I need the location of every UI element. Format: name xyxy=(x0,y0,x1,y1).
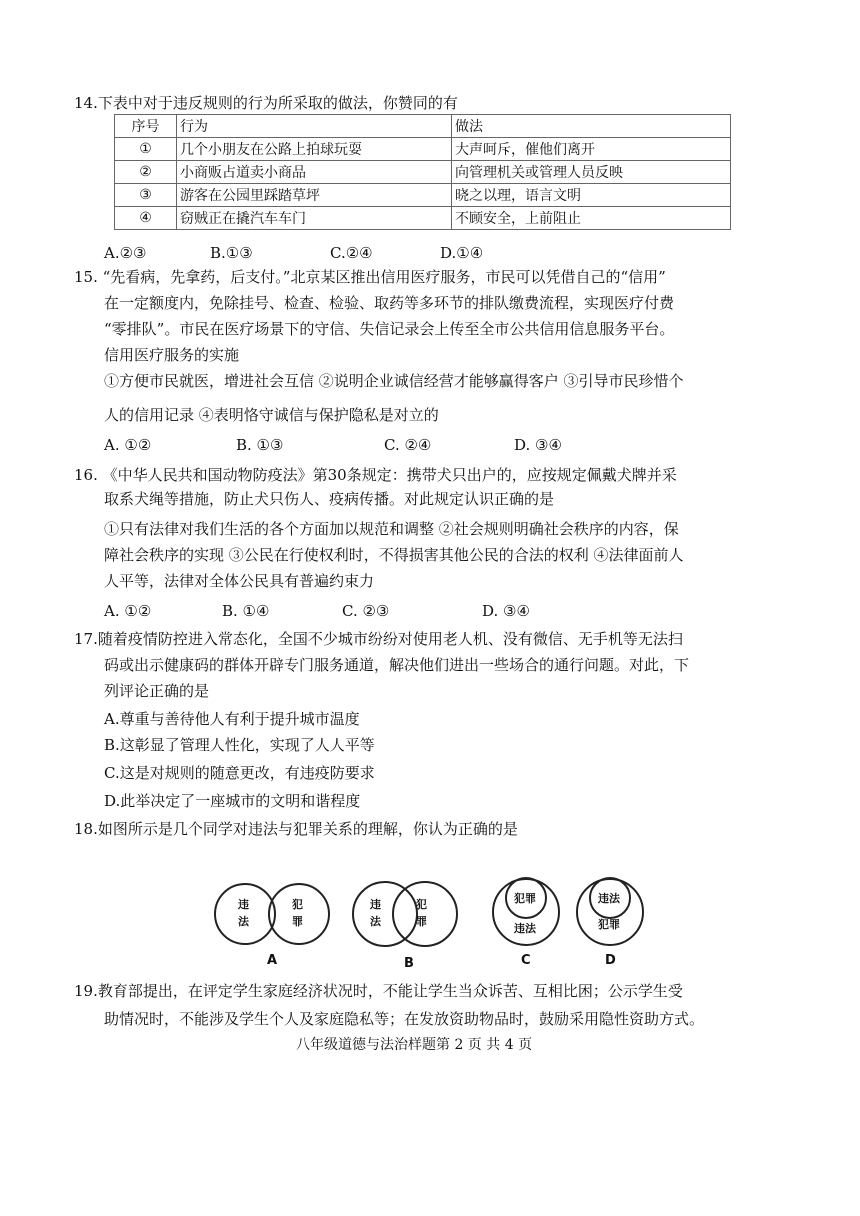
q14-stem: 14.下表中对于违反规则的行为所采取的做法，你赞同的有 xyxy=(74,94,458,112)
option-b[interactable]: B. ①③ xyxy=(236,436,284,454)
q16-line: 障社会秩序的实现 ③公民在行使权利时，不得损害其他公民的合法的权利 ④法律面前人 xyxy=(104,546,684,564)
q14-options xyxy=(104,242,483,264)
q16-options xyxy=(104,600,530,622)
table-row xyxy=(115,184,731,207)
row-behavior: 小商贩占道卖小商品 xyxy=(177,161,452,184)
diagram-d-letter: D xyxy=(605,953,616,968)
diagram-a-right-circle xyxy=(269,884,329,944)
row-behavior: 游客在公园里踩踏草坪 xyxy=(177,184,452,207)
diagram-a-letter: A xyxy=(267,953,278,968)
diagram-a-left-label-2: 法 xyxy=(238,915,249,928)
diagram-c-outer-circle xyxy=(493,879,559,945)
row-action: 不顾安全，上前阻止 xyxy=(452,207,731,230)
option-c[interactable]: C.这是对规则的随意更改，有违疫防要求 xyxy=(104,764,375,782)
q16-line: 16. 《中华人民共和国动物防疫法》第30条规定：携带犬只出户的，应按规定佩戴犬牌并采 xyxy=(74,466,677,484)
row-index: ② xyxy=(115,161,177,184)
page-footer: 八年级道德与法治样题第 2 页 共 4 页 xyxy=(296,1037,533,1053)
option-d[interactable]: D.此举决定了一座城市的文明和谐程度 xyxy=(104,792,361,810)
diagram-d-outer-label: 犯罪 xyxy=(598,918,620,931)
q19-line: 助情况时，不能涉及学生个人及家庭隐私等；在发放资助物品时，鼓励采用隐性资助方式。 xyxy=(104,1010,705,1028)
q16-line: 人平等，法律对全体公民具有普遍约束力 xyxy=(104,572,375,590)
row-action: 晓之以理，语言文明 xyxy=(452,184,731,207)
row-index: ③ xyxy=(115,184,177,207)
diagram-b-right-label-2: 罪 xyxy=(416,915,427,928)
venn-diagrams xyxy=(210,872,650,972)
diagram-d-inner-label: 违法 xyxy=(598,892,620,905)
diagram-b-left-circle xyxy=(353,882,417,946)
diagram-a-right-label-2: 罪 xyxy=(292,915,303,928)
option-b[interactable]: B.这彰显了管理人性化，实现了人人平等 xyxy=(104,736,375,754)
option-c[interactable]: C. ②④ xyxy=(384,436,432,454)
q15-options xyxy=(104,434,562,456)
row-behavior: 窃贼正在撬汽车车门 xyxy=(177,207,452,230)
option-c[interactable]: C. ②③ xyxy=(342,602,390,620)
table-row xyxy=(115,138,731,161)
header-index: 序号 xyxy=(115,115,177,138)
row-index: ④ xyxy=(115,207,177,230)
row-index: ① xyxy=(115,138,177,161)
header-behavior: 行为 xyxy=(177,115,452,138)
option-b[interactable]: B.①③ xyxy=(210,244,253,262)
table-row xyxy=(115,161,731,184)
diagram-b-right-circle xyxy=(393,882,457,946)
option-d[interactable]: D.①④ xyxy=(440,244,484,262)
diagram-c-letter: C xyxy=(521,953,531,968)
q15-line: ①方便市民就医，增进社会互信 ②说明企业诚信经营才能够赢得客户 ③引导市民珍惜个 xyxy=(104,372,684,390)
q16-line: ①只有法律对我们生活的各个方面加以规范和调整 ②社会规则明确社会秩序的内容，保 xyxy=(104,520,679,538)
option-a[interactable]: A. ①② xyxy=(104,602,152,620)
diagram-a-left-label-1: 违 xyxy=(238,898,249,911)
q18-stem: 18.如图所示是几个同学对违法与犯罪关系的理解，你认为正确的是 xyxy=(74,820,518,838)
q15-line: 人的信用记录 ④表明恪守诚信与保护隐私是对立的 xyxy=(104,406,439,424)
option-a[interactable]: A. ①② xyxy=(104,436,152,454)
q15-line: 15. “先看病，先拿药，后支付。”北京某区推出信用医疗服务，市民可以凭借自己的“信用” xyxy=(74,268,666,286)
q15-line: “零排队”。市民在医疗场景下的守信、失信记录会上传至全市公共信用信息服务平台。 xyxy=(104,320,675,338)
q15-line: 在一定额度内，免除挂号、检查、检验、取药等多环节的排队缴费流程，实现医疗付费 xyxy=(104,294,675,312)
q15-line: 信用医疗服务的实施 xyxy=(104,346,240,364)
option-d[interactable]: D. ③④ xyxy=(514,436,562,454)
row-action: 向管理机关或管理人员反映 xyxy=(452,161,731,184)
q17-line: 码或出示健康码的群体开辟专门服务通道，解决他们进出一些场合的通行问题。对此，下 xyxy=(104,656,690,674)
q14-table xyxy=(114,114,731,230)
option-c[interactable]: C.②④ xyxy=(330,244,373,262)
diagram-b-left-label-2: 法 xyxy=(370,915,381,928)
diagram-a-left-circle xyxy=(215,884,275,944)
q17-line: 17.随着疫情防控进入常态化，全国不少城市纷纷对使用老人机、没有微信、无手机等无法扫 xyxy=(74,630,683,648)
q17-line: 列评论正确的是 xyxy=(104,682,210,700)
q19-line: 19.教育部提出，在评定学生家庭经济状况时，不能让学生当众诉苦、互相比困；公示学生受 xyxy=(74,982,683,1000)
option-d[interactable]: D. ③④ xyxy=(482,602,530,620)
diagram-b-letter: B xyxy=(404,956,414,971)
diagram-b-left-label-1: 违 xyxy=(370,898,381,911)
table-row xyxy=(115,207,731,230)
header-action: 做法 xyxy=(452,115,731,138)
row-behavior: 几个小朋友在公路上拍球玩耍 xyxy=(177,138,452,161)
diagram-d-outer-circle xyxy=(577,879,643,945)
table-header-row xyxy=(115,115,731,138)
diagram-a-right-label-1: 犯 xyxy=(292,898,303,911)
option-a[interactable]: A.②③ xyxy=(104,244,147,262)
q16-line: 取系犬绳等措施，防止犬只伤人、疫病传播。对此规定认识正确的是 xyxy=(104,490,555,508)
diagram-c-inner-label: 犯罪 xyxy=(514,892,536,905)
option-b[interactable]: B. ①④ xyxy=(222,602,270,620)
row-action: 大声呵斥，催他们离开 xyxy=(452,138,731,161)
diagram-c-outer-label: 违法 xyxy=(514,922,536,935)
option-a[interactable]: A.尊重与善待他人有利于提升城市温度 xyxy=(104,710,360,728)
diagram-b-right-label-1: 犯 xyxy=(416,898,427,911)
